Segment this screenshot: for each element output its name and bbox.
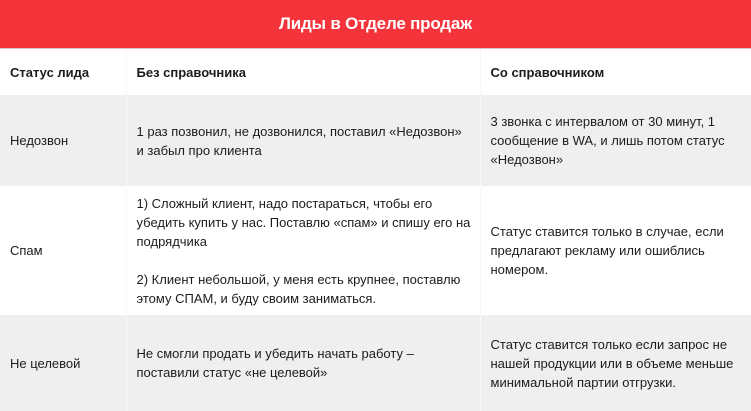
table-title: [0, 0, 751, 49]
leads-comparison-table: [0, 49, 751, 411]
cell-without-guide: [126, 95, 480, 186]
table-row-no-answer: [0, 95, 751, 186]
column-header-without-guide: Без справочника: [126, 49, 480, 95]
column-header-with-guide: Со справочником: [480, 49, 751, 95]
cell-with-guide: Статус ставится только если запрос не нашей продукции или в объеме меньше минимальной партии отгрузки.: [480, 315, 751, 411]
cell-status: Не целевой: [0, 315, 126, 411]
paragraph-gap: [137, 251, 472, 270]
cell-text: 1 раз позвонил, не дозвонился, поставил «Недозвон» и забыл про клиента: [136, 123, 462, 158]
table-row-spam: [0, 186, 751, 315]
cell-without-guide: [126, 186, 480, 315]
cell-without-guide: [126, 315, 480, 411]
table-title-text: Лиды в Отделе продаж: [278, 14, 473, 33]
cell-text: 2) Клиент небольшой, у меня есть крупнее, поставлю этому СПАМ, и буду своим заниматься.: [136, 271, 461, 306]
cell-status: Недозвон: [0, 95, 126, 186]
table-row-not-target: [0, 315, 751, 411]
cell-text: Не смогли продать и убедить начать работу – поставили статус «не целевой»: [136, 346, 414, 380]
column-header-status: Статус лида: [0, 49, 126, 95]
cell-with-guide: Статус ставится только в случае, если предлагают рекламу или ошиблись номером.: [480, 186, 751, 315]
cell-with-guide: 3 звонка с интервалом от 30 минут, 1 сообщение в WA, и лишь потом статус «Недозвон»: [480, 95, 751, 186]
cell-text: 1) Сложный клиент, надо постараться, чтобы его убедить купить у нас. Поставлю «спам» и спишу его на подрядчика: [136, 195, 471, 249]
cell-status: Спам: [0, 186, 126, 315]
table-header-row: [0, 49, 751, 95]
